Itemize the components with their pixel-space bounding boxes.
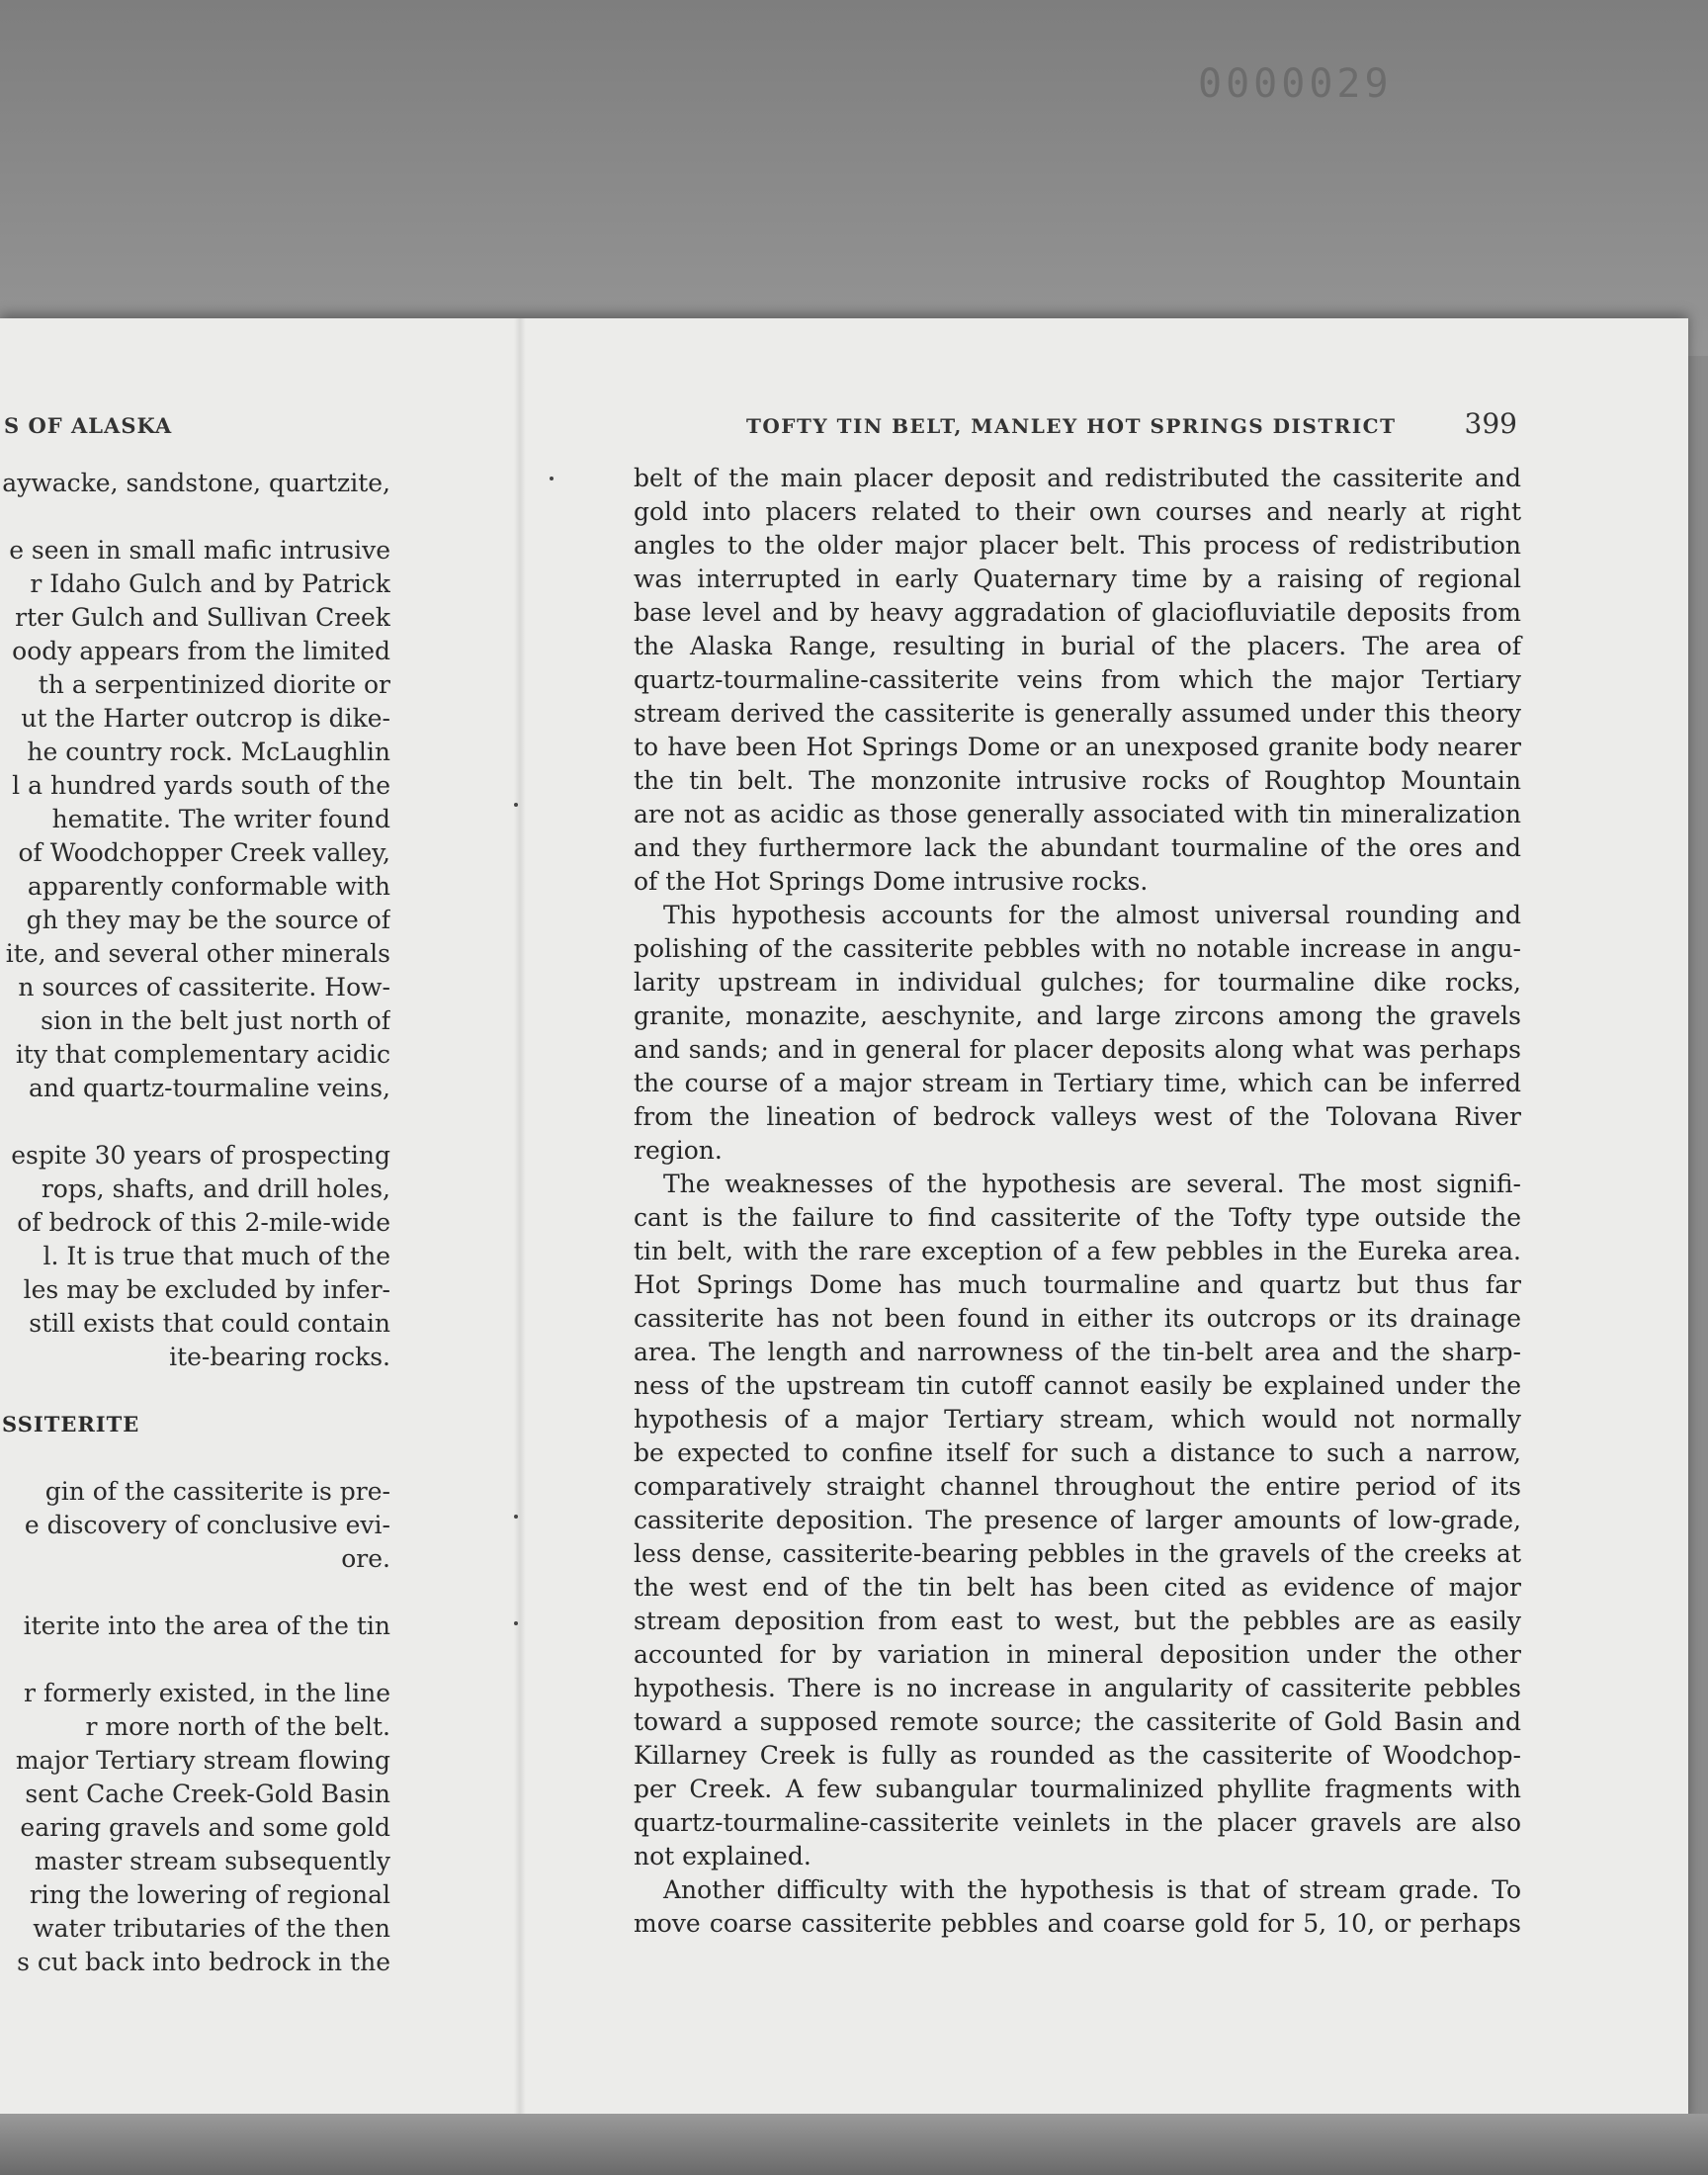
text-line: s cut back into bedrock in the xyxy=(17,1948,390,1976)
text-line: quartz-tourmaline-cassiterite veins from which the major Tertiary xyxy=(634,665,1521,694)
text-line: to have been Hot Springs Dome or an unexposed granite body nearer xyxy=(634,733,1521,761)
speck xyxy=(514,1621,518,1625)
text-line: per Creek. A few subangular tourmalinized phyllite fragments with xyxy=(634,1775,1521,1803)
text-line: tin belt, with the rare exception of a few pebbles in the Eureka area. xyxy=(634,1237,1521,1265)
text-line: les may be excluded by infer- xyxy=(23,1275,390,1304)
text-line: ness of the upstream tin cutoff cannot easily be explained under the xyxy=(634,1371,1521,1400)
text-line: accounted for by variation in mineral deposition under the other xyxy=(634,1640,1521,1669)
text-line: oody appears from the limited xyxy=(12,637,390,665)
text-line: earing gravels and some gold xyxy=(20,1813,390,1842)
scanner-bottom-edge xyxy=(0,2114,1708,2175)
text-line: ite-bearing rocks. xyxy=(169,1343,390,1371)
page-number: 399 xyxy=(1464,407,1517,440)
blank-line xyxy=(0,500,390,534)
text-line: quartz-tourmaline-cassiterite veinlets in the placer gravels are also xyxy=(634,1808,1521,1837)
text-line: still exists that could contain xyxy=(29,1309,390,1338)
speck xyxy=(514,803,518,807)
text-line: ity that complementary acidic xyxy=(15,1040,390,1069)
book-spread xyxy=(0,318,1688,2124)
text-line: gh they may be the source of xyxy=(26,906,390,934)
text-line: ut the Harter outcrop is dike- xyxy=(21,704,390,733)
text-line: sent Cache Creek-Gold Basin xyxy=(25,1780,390,1808)
scan-frame-number: 0000029 xyxy=(1198,61,1393,107)
left-running-header: S OF ALASKA xyxy=(4,413,173,438)
text-line: r Idaho Gulch and by Patrick xyxy=(30,569,390,598)
text-line: apparently conformable with xyxy=(27,872,390,901)
text-line: water tributaries of the then xyxy=(33,1914,390,1943)
text-line: he country rock. McLaughlin xyxy=(27,738,390,766)
text-line: master stream subsequently xyxy=(34,1847,390,1875)
text-line: Killarney Creek is fully as rounded as the cassiterite of Woodchop- xyxy=(634,1741,1521,1770)
paragraph-first-line: The weaknesses of the hypothesis are several. The most signifi- xyxy=(663,1170,1521,1198)
scanner-background xyxy=(0,0,1708,356)
text-line: ite, and several other minerals xyxy=(5,939,390,968)
text-line: gin of the cassiterite is pre- xyxy=(44,1477,390,1506)
text-line: the west end of the tin belt has been cited as evidence of major xyxy=(634,1573,1521,1602)
text-line: of bedrock of this 2-mile-wide xyxy=(17,1208,390,1237)
speck xyxy=(550,477,554,480)
text-line: r formerly existed, in the line xyxy=(24,1679,390,1707)
text-line: rops, shafts, and drill holes, xyxy=(41,1174,390,1203)
text-line: sion in the belt just north of xyxy=(41,1006,390,1035)
text-line: espite 30 years of prospecting xyxy=(11,1141,390,1170)
text-line: ring the lowering of regional xyxy=(29,1880,390,1909)
text-line: l. It is true that much of the xyxy=(43,1242,390,1270)
text-line: not explained. xyxy=(634,1842,811,1870)
text-line: aywacke, sandstone, quartzite, xyxy=(2,469,390,497)
text-line: less dense, cassiterite-bearing pebbles in the gravels of the creeks at xyxy=(634,1539,1521,1568)
blank-line xyxy=(0,1374,390,1408)
text-line: the Alaska Range, resulting in burial of the placers. The area of xyxy=(634,632,1521,660)
paragraph-first-line: This hypothesis accounts for the almost universal rounding and xyxy=(663,901,1521,929)
text-line: Hot Springs Dome has much tourmaline and quartz but thus far xyxy=(634,1270,1521,1299)
text-line: stream derived the cassiterite is generally assumed under this theory xyxy=(634,699,1521,728)
text-line: toward a supposed remote source; the cassiterite of Gold Basin and xyxy=(634,1707,1521,1736)
text-line: gold into placers related to their own courses and nearly at right xyxy=(634,497,1521,526)
text-line: polishing of the cassiterite pebbles with no notable increase in angu- xyxy=(634,934,1521,963)
text-line: major Tertiary stream flowing xyxy=(15,1746,390,1775)
text-line: stream deposition from east to west, but the pebbles are as easily xyxy=(634,1607,1521,1635)
text-line: angles to the older major placer belt. This process of redistribution xyxy=(634,531,1521,560)
text-line: cassiterite deposition. The presence of larger amounts of low-grade, xyxy=(634,1506,1521,1534)
text-line: cassiterite has not been found in either its outcrops or its drainage xyxy=(634,1304,1521,1333)
blank-line xyxy=(0,1441,390,1475)
text-line: be expected to confine itself for such a distance to such a narrow, xyxy=(634,1438,1521,1467)
text-line: granite, monazite, aeschynite, and large zircons among the gravels xyxy=(634,1001,1521,1030)
text-line: ore. xyxy=(341,1544,390,1573)
text-line: of Woodchopper Creek valley, xyxy=(18,838,390,867)
text-line: the course of a major stream in Tertiary time, which can be inferred xyxy=(634,1069,1521,1097)
text-line: comparatively straight channel throughout the entire period of its xyxy=(634,1472,1521,1501)
text-line: belt of the main placer deposit and redistributed the cassiterite and xyxy=(634,464,1521,492)
text-line: hematite. The writer found xyxy=(51,805,390,833)
text-line: and quartz-tourmaline veins, xyxy=(29,1074,390,1102)
speck xyxy=(514,1515,518,1519)
text-line: from the lineation of bedrock valleys west of the Tolovana River xyxy=(634,1102,1521,1131)
text-line: e discovery of conclusive evi- xyxy=(24,1511,390,1539)
paragraph-first-line: Another difficulty with the hypothesis is that of stream grade. To xyxy=(663,1875,1521,1904)
text-line: of the Hot Springs Dome intrusive rocks. xyxy=(634,867,1149,896)
running-title: TOFTY TIN BELT, MANLEY HOT SPRINGS DISTRICT xyxy=(746,414,1397,438)
text-line: and they furthermore lack the abundant tourmaline of the ores and xyxy=(634,833,1521,862)
text-line: was interrupted in early Quaternary time by a raising of regional xyxy=(634,565,1521,593)
right-page-text xyxy=(634,462,1521,1941)
text-line: larity upstream in individual gulches; for tourmaline dike rocks, xyxy=(634,968,1521,997)
text-line: the tin belt. The monzonite intrusive rocks of Roughtop Mountain xyxy=(634,766,1521,795)
blank-line xyxy=(0,1643,390,1677)
left-page-text xyxy=(0,467,390,2098)
text-line: cant is the failure to find cassiterite of the Tofty type outside the xyxy=(634,1203,1521,1232)
text-line: are not as acidic as those generally associated with tin mineralization xyxy=(634,800,1521,828)
text-line: iterite into the area of the tin xyxy=(23,1611,390,1640)
blank-line xyxy=(0,1576,390,1610)
page-gutter xyxy=(514,318,526,2124)
right-running-header xyxy=(746,407,1517,440)
section-heading: SSITERITE xyxy=(2,1412,140,1436)
text-line: area. The length and narrowness of the tin-belt area and the sharp- xyxy=(634,1338,1521,1366)
text-line: base level and by heavy aggradation of glaciofluviatile deposits from xyxy=(634,598,1521,627)
text-line: and sands; and in general for placer deposits along what was perhaps xyxy=(634,1035,1521,1064)
text-line: e seen in small mafic intrusive xyxy=(9,536,390,565)
text-line: rter Gulch and Sullivan Creek xyxy=(15,603,390,632)
text-line: region. xyxy=(634,1136,723,1165)
text-line: r more north of the belt. xyxy=(85,1712,390,1741)
text-line: move coarse cassiterite pebbles and coarse gold for 5, 10, or perhaps xyxy=(634,1909,1521,1938)
blank-line xyxy=(0,1105,390,1139)
text-line: n sources of cassiterite. How- xyxy=(18,973,390,1001)
text-line: th a serpentinized diorite or xyxy=(38,670,390,699)
text-line: l a hundred yards south of the xyxy=(12,771,390,800)
text-line: hypothesis of a major Tertiary stream, which would not normally xyxy=(634,1405,1521,1434)
text-line: hypothesis. There is no increase in angularity of cassiterite pebbles xyxy=(634,1674,1521,1702)
